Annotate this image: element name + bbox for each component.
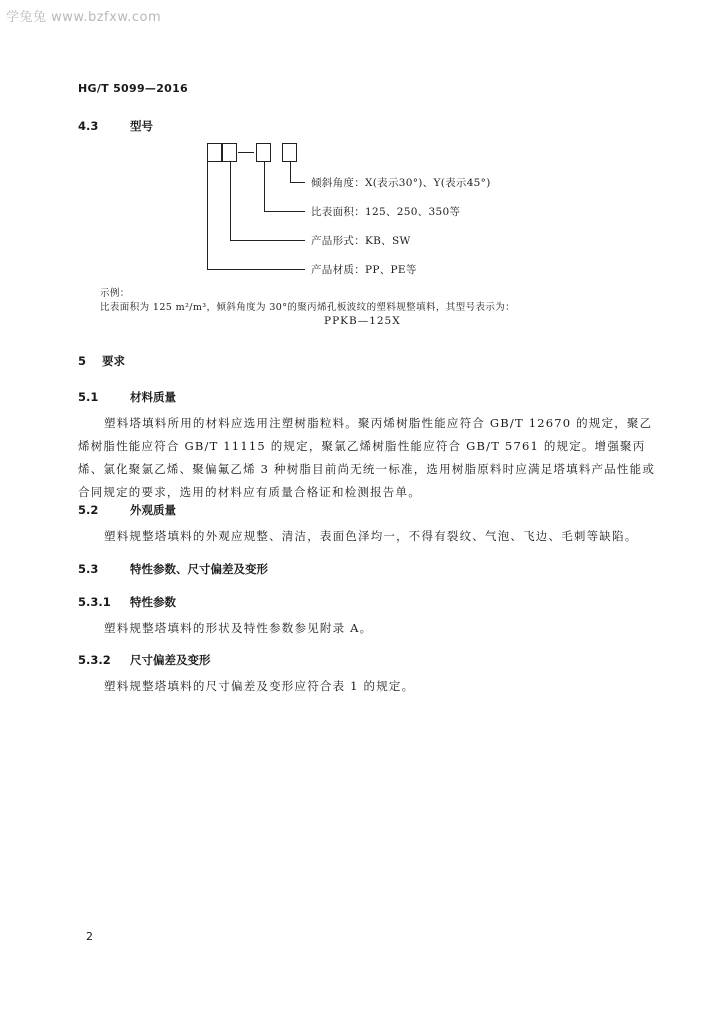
- example-code: PPKB—125X: [324, 315, 401, 327]
- label-product-material: 产品材质：PP、PE等: [311, 264, 417, 276]
- section-number: 5.3.1: [78, 595, 111, 609]
- label-product-form: 产品形式：KB、SW: [311, 235, 411, 247]
- section-number: 5: [78, 354, 87, 368]
- section-title: 材料质量: [130, 390, 176, 404]
- section-5-2-text: 塑料规整塔填料的外观应规整、清洁，表面色泽均一，不得有裂纹、气泡、飞边、毛刺等缺陷。: [104, 529, 638, 543]
- leader-line: [207, 269, 305, 270]
- section-5-3-2-text: 塑料规整塔填料的尺寸偏差及变形应符合表 1 的规定。: [104, 679, 415, 693]
- page-number: 2: [86, 930, 93, 943]
- section-number: 4.3: [78, 119, 99, 133]
- section-number: 5.2: [78, 503, 99, 517]
- section-number: 5.3: [78, 562, 99, 576]
- model-designation-diagram: [195, 140, 491, 280]
- designation-box-form: [222, 143, 237, 162]
- section-number: 5.3.2: [78, 653, 111, 667]
- leader-line: [230, 162, 231, 240]
- label-tilt-angle: 倾斜角度：X(表示30°)、Y(表示45°): [311, 177, 491, 189]
- section-5-3-1-heading: [78, 594, 176, 610]
- section-5-1-text: 塑料塔填料所用的材料应选用注塑树脂粒料。聚丙烯树脂性能应符合 GB/T 12670 的规定，聚乙烯树脂性能应符合 GB/T 11115 的规定，聚氯乙烯树脂性能应符合 GB/T 5761 的规定。增强聚丙烯、氯化聚氯乙烯、聚偏氟乙烯 3 种树脂目前尚无统一标准，选用树脂原料时应满足塔填料产品性能或合同规定的要求，选用的材料应有质量合格证和检测报告单。: [78, 416, 656, 499]
- section-number: 5.1: [78, 390, 99, 404]
- section-title: 型号: [130, 119, 153, 133]
- section-5-3-2-heading: [78, 652, 211, 668]
- leader-line: [230, 240, 305, 241]
- section-title: 外观质量: [130, 503, 176, 517]
- leader-line: [264, 211, 305, 212]
- section-title: 特性参数、尺寸偏差及变形: [130, 562, 268, 576]
- section-5-3-heading: [78, 561, 268, 577]
- example-label: 示例：: [100, 288, 130, 299]
- label-specific-area: 比表面积：125、250、350等: [311, 206, 461, 218]
- section-5-1-heading: [78, 389, 176, 405]
- watermark: 学兔兔 www.bzfxw.com: [6, 10, 162, 25]
- designation-box-area: [256, 143, 271, 162]
- designation-box-material: [207, 143, 222, 162]
- leader-line: [207, 162, 208, 269]
- section-title: 尺寸偏差及变形: [130, 653, 211, 667]
- designation-box-angle: [282, 143, 297, 162]
- section-5-2-heading: [78, 502, 176, 518]
- section-title: 要求: [102, 354, 125, 368]
- leader-line: [264, 162, 265, 211]
- standard-code: HG/T 5099—2016: [78, 82, 189, 95]
- section-5-heading: [78, 353, 125, 369]
- designation-dash: [238, 152, 254, 153]
- section-title: 特性参数: [130, 595, 176, 609]
- section-5-3-1-text: 塑料规整塔填料的形状及特性参数参见附录 A。: [104, 621, 373, 635]
- section-4-3-heading: [78, 118, 153, 134]
- leader-line: [290, 162, 291, 182]
- example-text: 比表面积为 125 m²/m³，倾斜角度为 30°的聚丙烯孔板波纹的塑料规整填料，其型号表示为：: [100, 302, 516, 313]
- leader-line: [290, 182, 305, 183]
